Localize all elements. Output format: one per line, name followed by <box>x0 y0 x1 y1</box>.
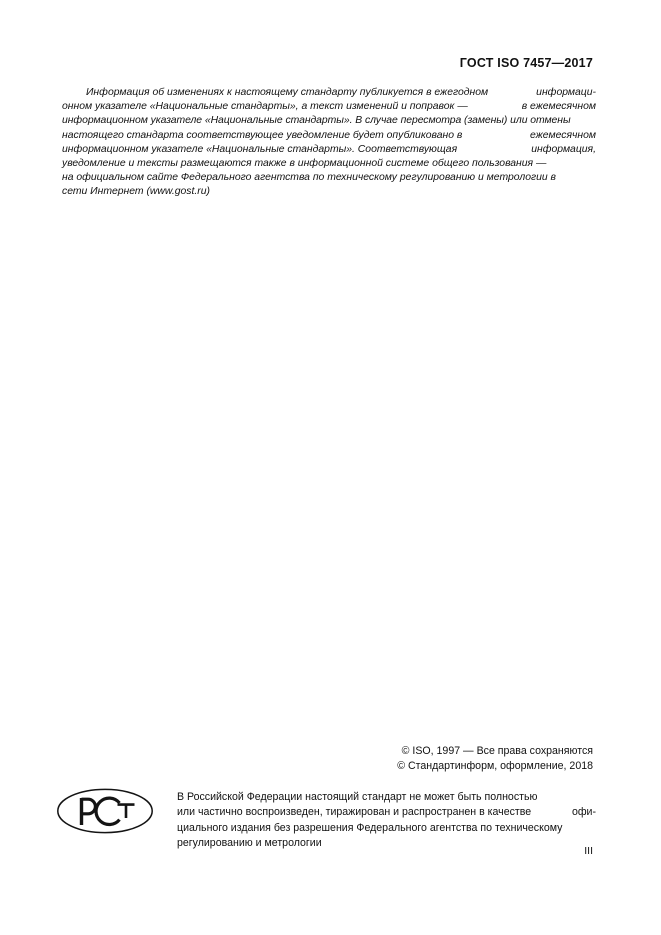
rst-letter-t <box>118 805 135 818</box>
notice-line-4 <box>62 129 596 143</box>
notice-line-3: информационном указателе «Национальные стандарты». В случае пересмотра (замены) или отмены <box>62 115 571 127</box>
notice-line-5-tail: информация, <box>531 143 596 155</box>
statement-line-2 <box>177 805 596 820</box>
rst-outer-ellipse <box>58 789 152 832</box>
notice-line-5 <box>62 143 596 157</box>
notice-line-8: сети Интернет (www.gost.ru) <box>62 186 210 198</box>
rst-letter-s <box>96 798 119 824</box>
notice-line-7: на официальном сайте Федерального агентства по техническому регулированию и метрологии в <box>62 172 556 184</box>
statement-line-3: циального издания без разрешения Федерального агентства по техническому <box>177 821 563 834</box>
page-header-title: ГОСТ ISO 7457—2017 <box>459 56 593 70</box>
statement-line-2-text: или частично воспроизведен, тиражирован и распространен в качестве <box>177 806 532 819</box>
notice-line-1 <box>62 86 596 100</box>
copyright-standartinform-line: © Стандартинформ, оформление, 2018 <box>397 760 593 772</box>
notice-line-6: уведомление и тексты размещаются также в информационной системе общего пользования — <box>62 158 547 170</box>
rst-letter-p <box>82 798 96 825</box>
notice-line-2-tail: в ежемесячном <box>521 101 596 113</box>
notice-line-1-text: Информация об изменениях к настоящему стандарту публикуется в ежегодном <box>86 87 489 98</box>
notice-line-5-text: информационном указателе «Национальные стандарты». Соответствующая <box>62 143 458 155</box>
statement-line-1: В Российской Федерации настоящий стандарт не может быть полностью <box>177 791 538 803</box>
notice-line-2-text: онном указателе «Национальные стандарты», а текст изменений и поправок — <box>62 101 468 113</box>
amendment-notice-paragraph <box>62 86 596 200</box>
notice-line-2 <box>62 100 596 114</box>
notice-line-1-tail: информаци- <box>536 87 596 98</box>
statement-line-4: регулированию и метрологии <box>177 836 322 849</box>
copyright-block <box>397 744 593 774</box>
notice-line-4-text: настоящего стандарта соответствующее уведомление будет опубликовано в <box>62 129 463 141</box>
notice-line-4-tail: ежемесячном <box>529 129 596 141</box>
copyright-iso-line: © ISO, 1997 — Все права сохраняются <box>401 745 593 757</box>
statement-line-2-tail: офи- <box>571 806 596 819</box>
page-number: III <box>584 845 593 857</box>
reproduction-rights-statement <box>177 790 596 851</box>
rst-certification-mark <box>56 787 154 835</box>
